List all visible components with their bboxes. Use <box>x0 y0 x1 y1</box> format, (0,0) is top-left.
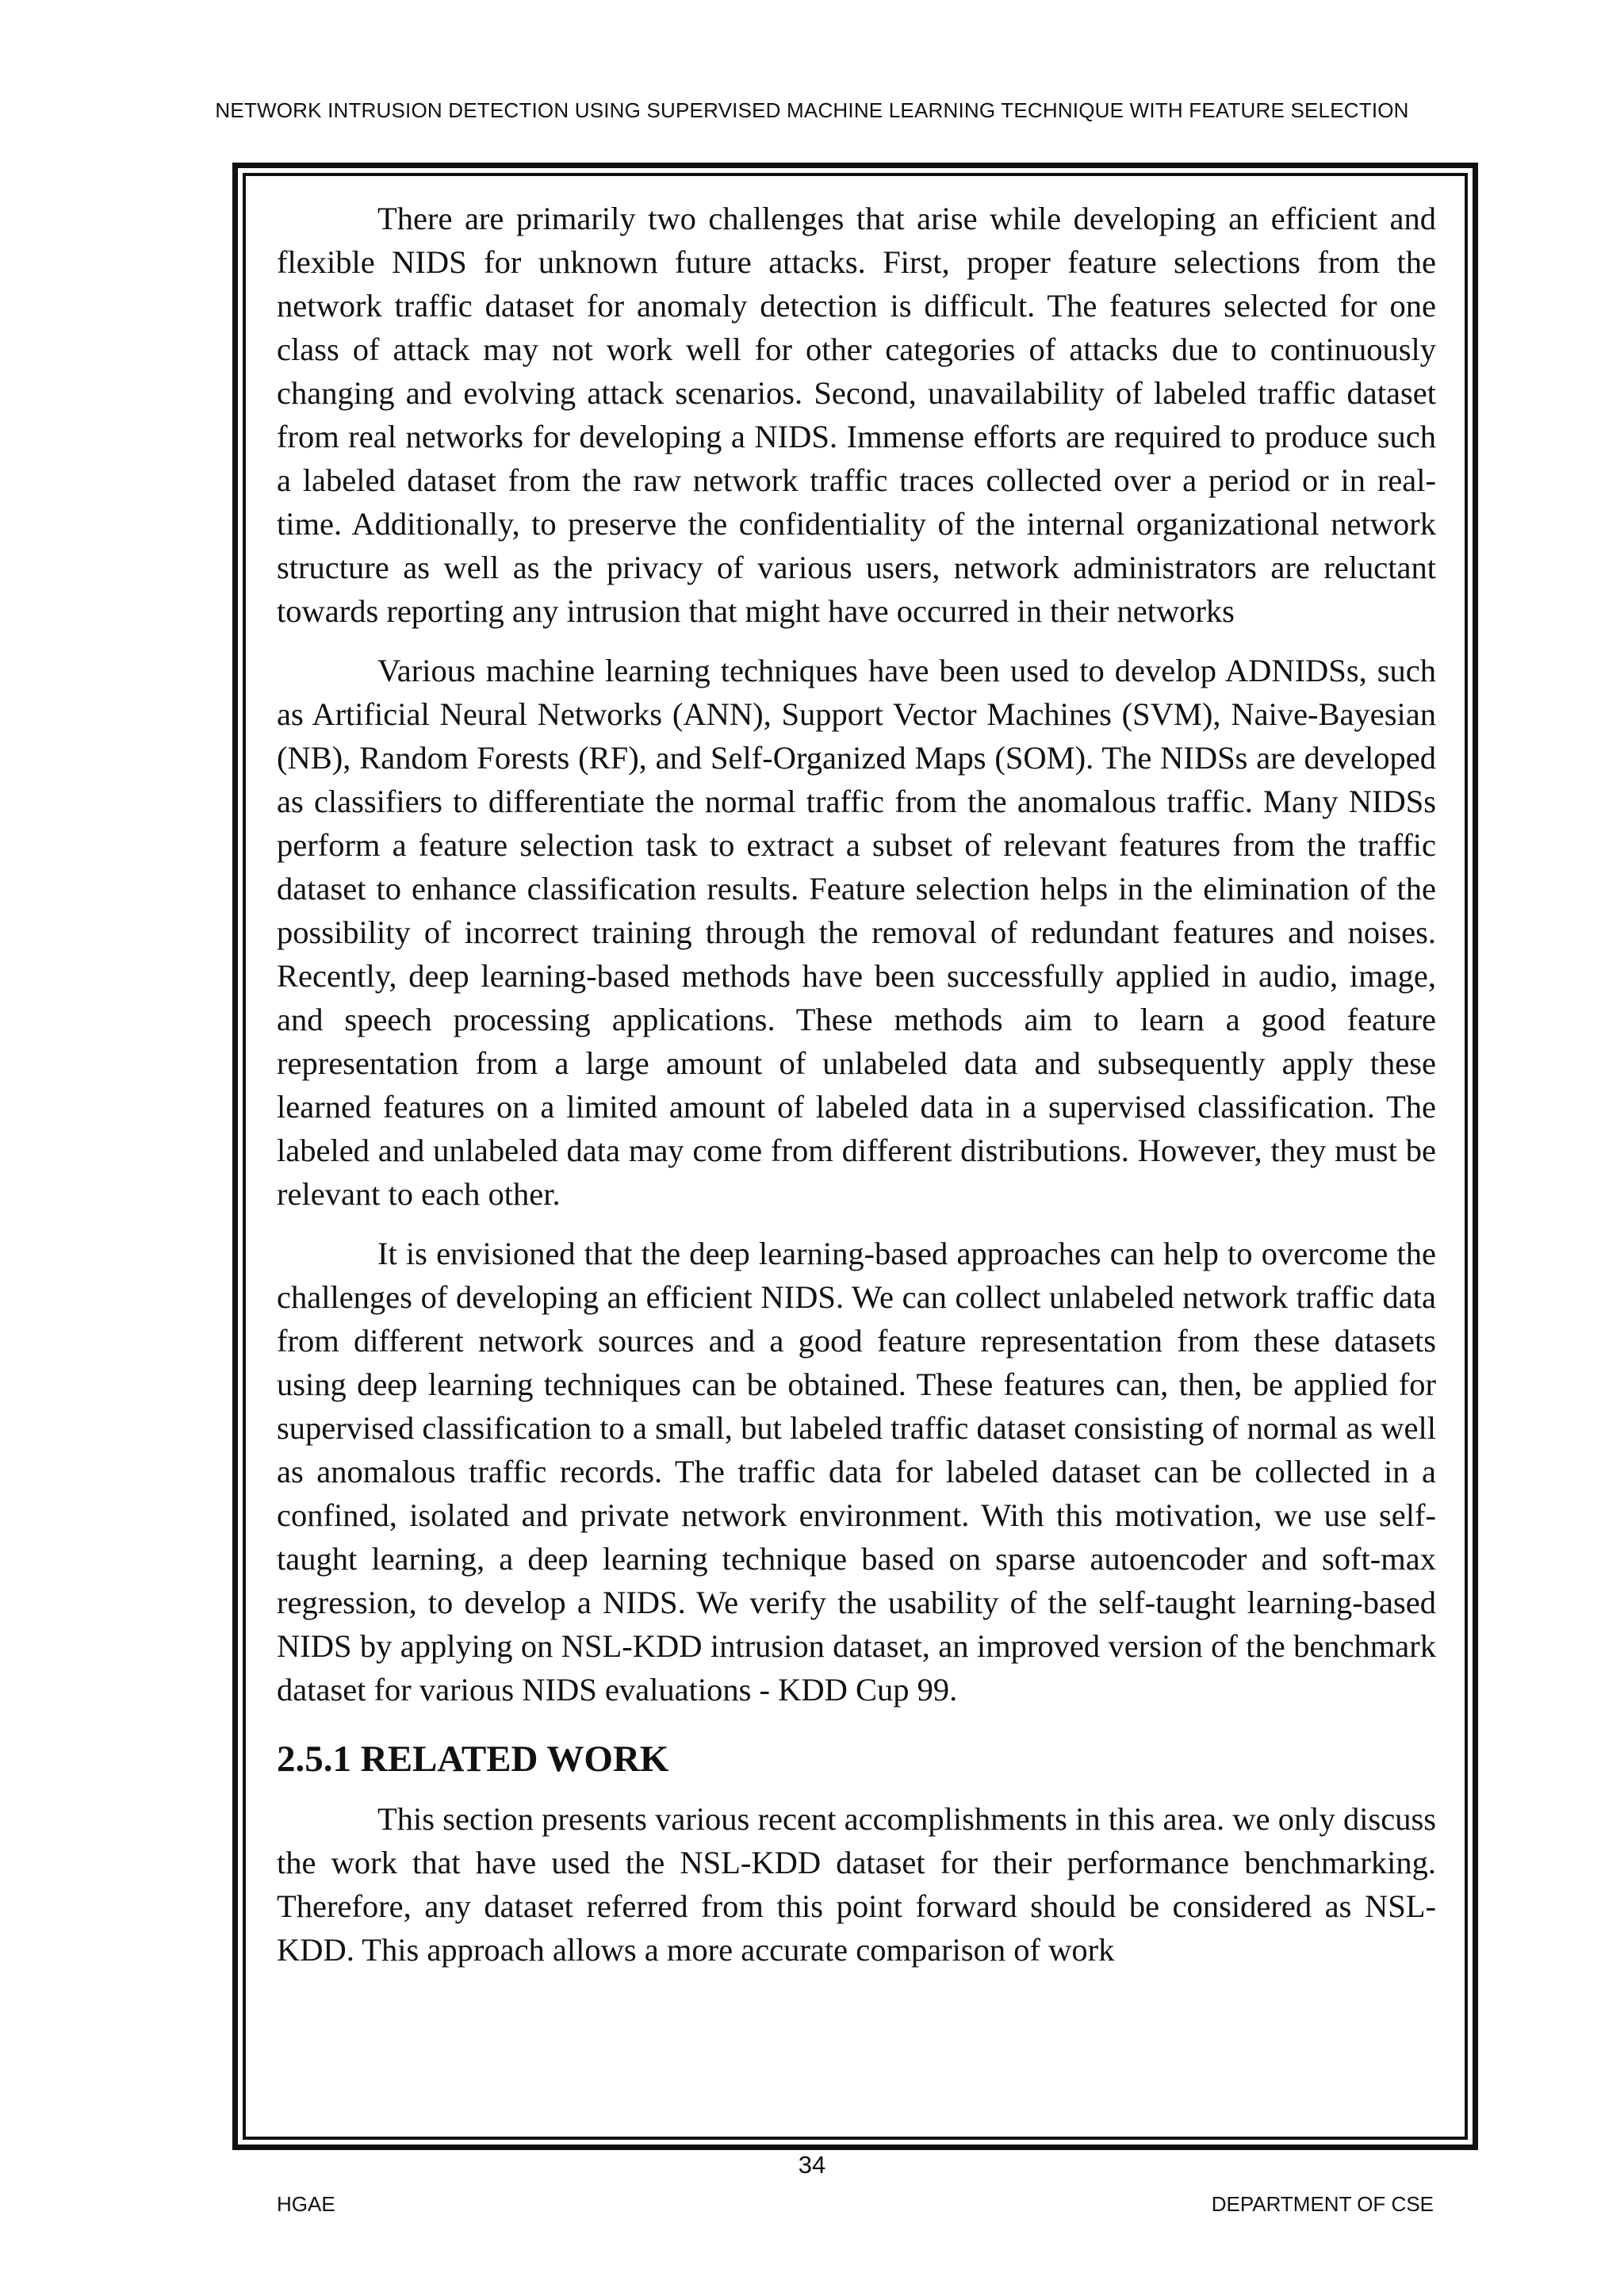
paragraph-challenges: There are primarily two challenges that arise while developing an efficient and flexible NIDS for unknown future attacks. First, proper feature selections from the network traffic dataset for anomaly detection is difficult. The features selected for one class of attack may not work well for other categories of attacks due to continuously changing and evolving attack scenarios. Second, unavailability of labeled traffic dataset from real networks for developing a NIDS. Immense efforts are required to produce such a labeled dataset from the raw network traffic traces collected over a period or in real-time. Additionally, to preserve the confidentiality of the internal organizational network structure as well as the privacy of various users, network administrators are reluctant towards reporting any intrusion that might have occurred in their networks <box>277 201 1436 629</box>
page-content <box>277 197 1436 1987</box>
footer-institution: HGAE <box>277 2192 335 2216</box>
footer-department: DEPARTMENT OF CSE <box>1211 2192 1434 2216</box>
page-number: 34 <box>798 2151 826 2179</box>
paragraph-ml-techniques: Various machine learning techniques have been used to develop ADNIDSs, such as Artificial Neural Networks (ANN), Support Vector Machines (SVM), Naive-Bayesian (NB), Random Forests (RF), and Self-Organized Maps (SOM). The NIDSs are developed as classifiers to differentiate the normal traffic from the anomalous traffic. Many NIDSs perform a feature selection task to extract a subset of relevant features from the traffic dataset to enhance classification results. Feature selection helps in the elimination of the possibility of incorrect training through the removal of redundant features and noises. Recently, deep learning-based methods have been successfully applied in audio, image, and speech processing applications. These methods aim to learn a good feature representation from a large amount of unlabeled data and subsequently apply these learned features on a limited amount of labeled data in a supervised classification. The labeled and unlabeled data may come from different distributions. However, they must be relevant to each other. <box>277 653 1436 1212</box>
section-heading: 2.5.1 RELATED WORK <box>277 1738 669 1780</box>
paragraph-deep-learning: It is envisioned that the deep learning-based approaches can help to overcome the challenges of developing an efficient NIDS. We can collect unlabeled network traffic data from different network sources and a good feature representation from these datasets using deep learning techniques can be obtained. These features can, then, be applied for supervised classification to a small, but labeled traffic dataset consisting of normal as well as anomalous traffic records. The traffic data for labeled dataset can be collected in a confined, isolated and private network environment. With this motivation, we use self-taught learning, a deep learning technique based on sparse autoencoder and soft-max regression, to develop a NIDS. We verify the usability of the self-taught learning-based NIDS by applying on NSL-KDD intrusion dataset, an improved version of the benchmark dataset for various NIDS evaluations - KDD Cup 99. <box>277 1236 1436 1708</box>
running-header: NETWORK INTRUSION DETECTION USING SUPERVISED MACHINE LEARNING TECHNIQUE WITH FEATURE SELECTION <box>215 98 1409 122</box>
paragraph-related-work: This section presents various recent accomplishments in this area. we only discuss the work that have used the NSL-KDD dataset for their performance benchmarking. Therefore, any dataset referred from this point forward should be considered as NSL-KDD. This approach allows a more accurate comparison of work <box>277 1801 1436 1968</box>
